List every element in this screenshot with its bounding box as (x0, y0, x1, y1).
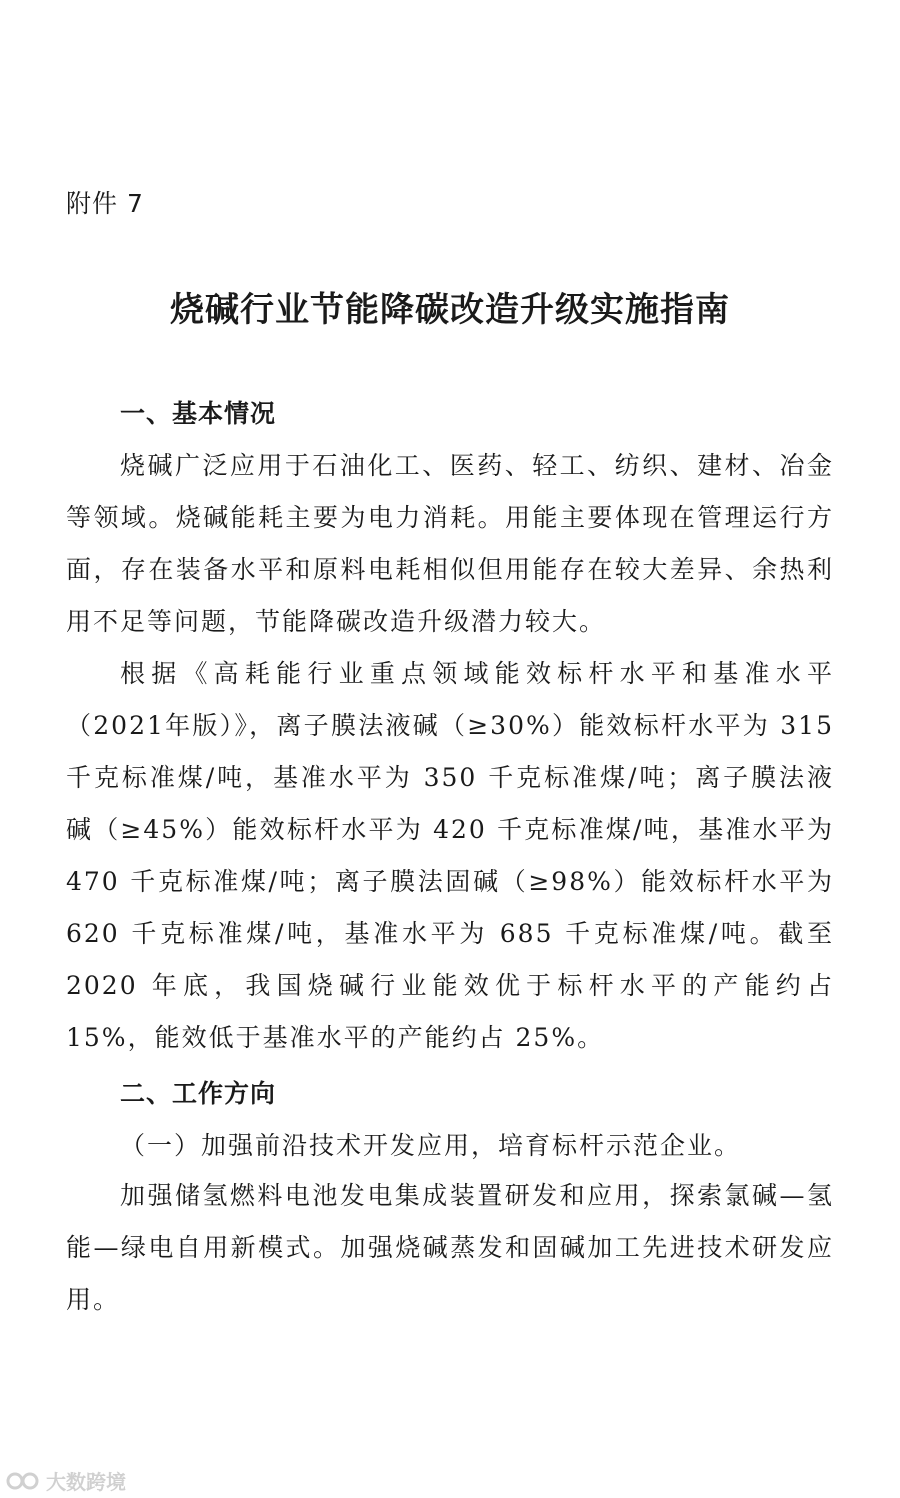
section1-heading: 一、基本情况 (120, 399, 277, 428)
section1-paragraph-2: 根据《高耗能行业重点领域能效标杆水平和基准水平（2021年版）》，离子膜法液碱（≥30%）能效标杆水平为 315 千克标准煤/吨，基准水平为 350 千克标准煤/吨；离子膜法液碱（≥45%）能效标杆水平为 420 千克标准煤/吨，基准水平为 470 千克标准煤/吨；离子膜法固碱（≥98%）能效标杆水平为 620 千克标准煤/吨，基准水平为 685 千克标准煤/吨。截至 2020 年底，我国烧碱行业能效优于标杆水平的产能约占 15%，能效低于基准水平的产能约占 25%。 (66, 659, 834, 1052)
section2-subheading: （一）加强前沿技术开发应用，培育标杆示范企业。 (120, 1131, 742, 1160)
section1-paragraph-1: 烧碱广泛应用于石油化工、医药、轻工、纺织、建材、冶金等领域。烧碱能耗主要为电力消耗。用能主要体现在管理运行方面，存在装备水平和原料电耗相似但用能存在较大差异、余热利用不足等问题，节能降碳改造升级潜力较大。 (66, 451, 834, 636)
section2-paragraph-1: 加强储氢燃料电池发电集成装置研发和应用，探索氯碱—氢能—绿电自用新模式。加强烧碱蒸发和固碱加工先进技术研发应用。 (66, 1181, 834, 1314)
watermark-text: 大数跨境 (46, 1470, 126, 1494)
watermark (6, 1466, 126, 1495)
logo-icon (6, 1468, 40, 1494)
document-title: 烧碱行业节能降碳改造升级实施指南 (170, 290, 730, 330)
attachment-label: 附件 7 (66, 189, 144, 218)
section2-heading: 二、工作方向 (120, 1079, 277, 1108)
